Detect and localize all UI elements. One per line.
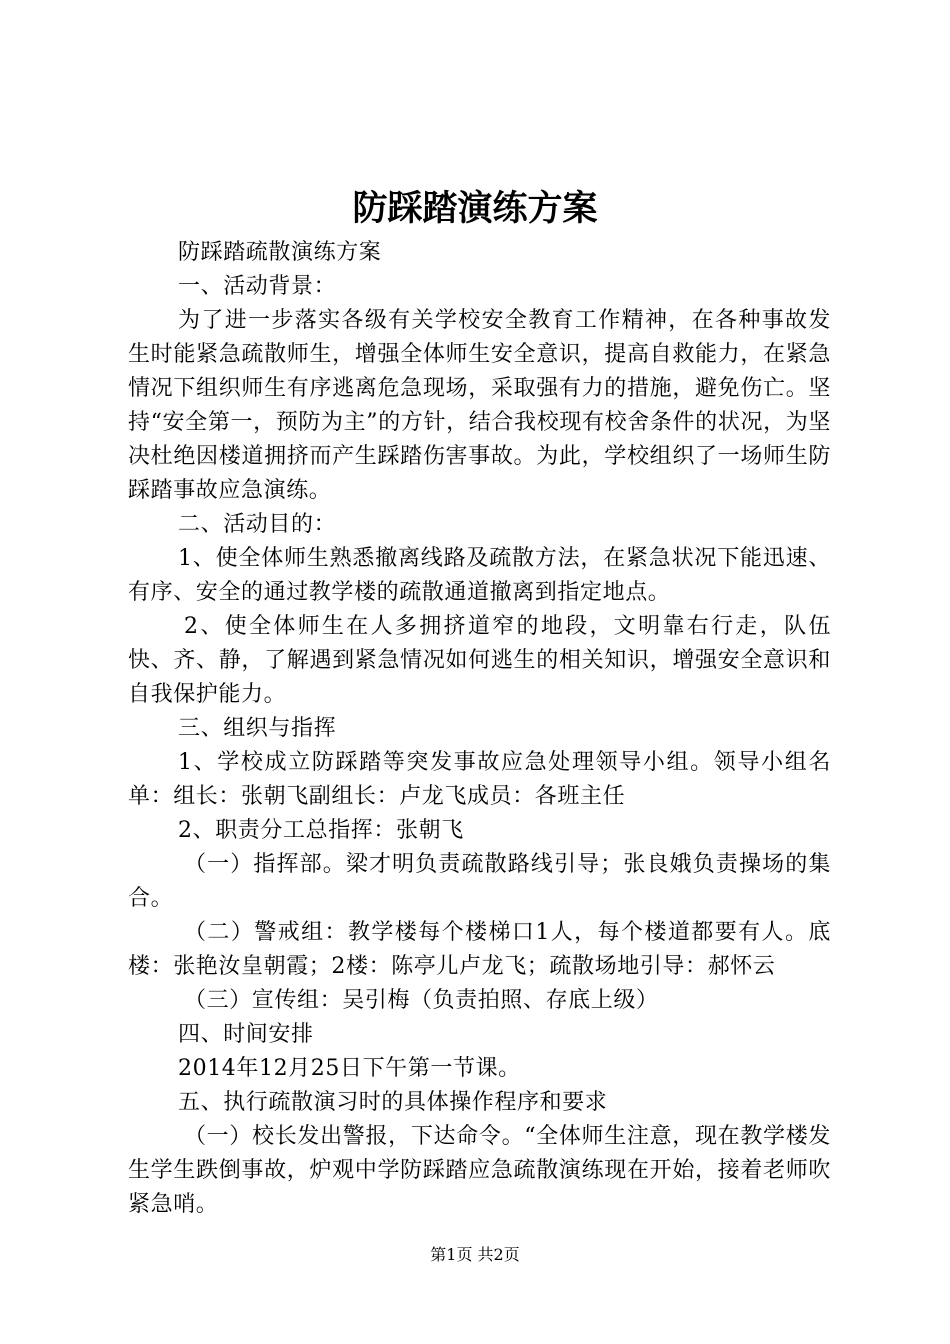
section-heading-purpose: 二、活动目的： bbox=[178, 512, 337, 537]
paragraph-command: （一）指挥部。梁才明负责疏散路线引导；张良娥负责操场的集合。 bbox=[128, 852, 831, 911]
document-body bbox=[128, 236, 831, 1222]
paragraph-organization-1: 1、学校成立防踩踏等突发事故应急处理领导小组。领导小组名单：组长：张朝飞副组长：卢龙飞成员：各班主任 bbox=[128, 750, 831, 809]
section-heading-schedule: 四、时间安排 bbox=[178, 1022, 314, 1047]
paragraph-background: 为了进一步落实各级有关学校安全教育工作精神，在各种事故发生时能紧急疏散师生，增强全体师生安全意识，提高自救能力，在紧急情况下组织师生有序逃离危急现场，采取强有力的措施，避免伤亡。坚持“安全第一，预防为主”的方针，结合我校现有校舍条件的状况，为坚决杜绝因楼道拥挤而产生踩踏伤害事故。为此，学校组织了一场师生防踩踏事故应急演练。 bbox=[128, 308, 831, 503]
paragraph-publicity: （三）宣传组：吴引梅（负责拍照、存底上级） bbox=[184, 988, 659, 1013]
paragraph-schedule: 2014年12月25日下午第一节课。 bbox=[178, 1056, 521, 1081]
paragraph-purpose-1: 1、使全体师生熟悉撤离线路及疏散方法，在紧急状况下能迅速、有序、安全的通过教学楼的疏散通道撤离到指定地点。 bbox=[128, 546, 831, 605]
paragraph-procedure-1: （一）校长发出警报，下达命令。“全体师生注意，现在教学楼发生学生跌倒事故，炉观中学防踩踏应急疏散演练现在开始，接着老师吹紧急哨。 bbox=[128, 1124, 831, 1217]
document-title: 防踩踏演练方案 bbox=[352, 188, 598, 229]
section-heading-procedure: 五、执行疏散演习时的具体操作程序和要求 bbox=[178, 1090, 608, 1115]
paragraph-organization-2: 2、职责分工总指挥：张朝飞 bbox=[178, 818, 464, 843]
paragraph-purpose-2: 2、使全体师生在人多拥挤道窄的地段，文明靠右行走，队伍快、齐、静，了解遇到紧急情况如何逃生的相关知识，增强安全意识和自我保护能力。 bbox=[128, 614, 831, 707]
paragraph-guard: （二）警戒组：教学楼每个楼梯口1人，每个楼道都要有人。底楼：张艳汝皇朝霞；2楼：陈亭儿卢龙飞；疏散场地引导：郝怀云 bbox=[128, 920, 831, 979]
section-heading-background: 一、活动背景： bbox=[178, 274, 337, 299]
section-heading-organization: 三、组织与指挥 bbox=[178, 716, 337, 741]
page-footer: 第1页 共2页 bbox=[430, 1245, 520, 1264]
doc-subtitle: 防踩踏疏散演练方案 bbox=[178, 240, 382, 265]
